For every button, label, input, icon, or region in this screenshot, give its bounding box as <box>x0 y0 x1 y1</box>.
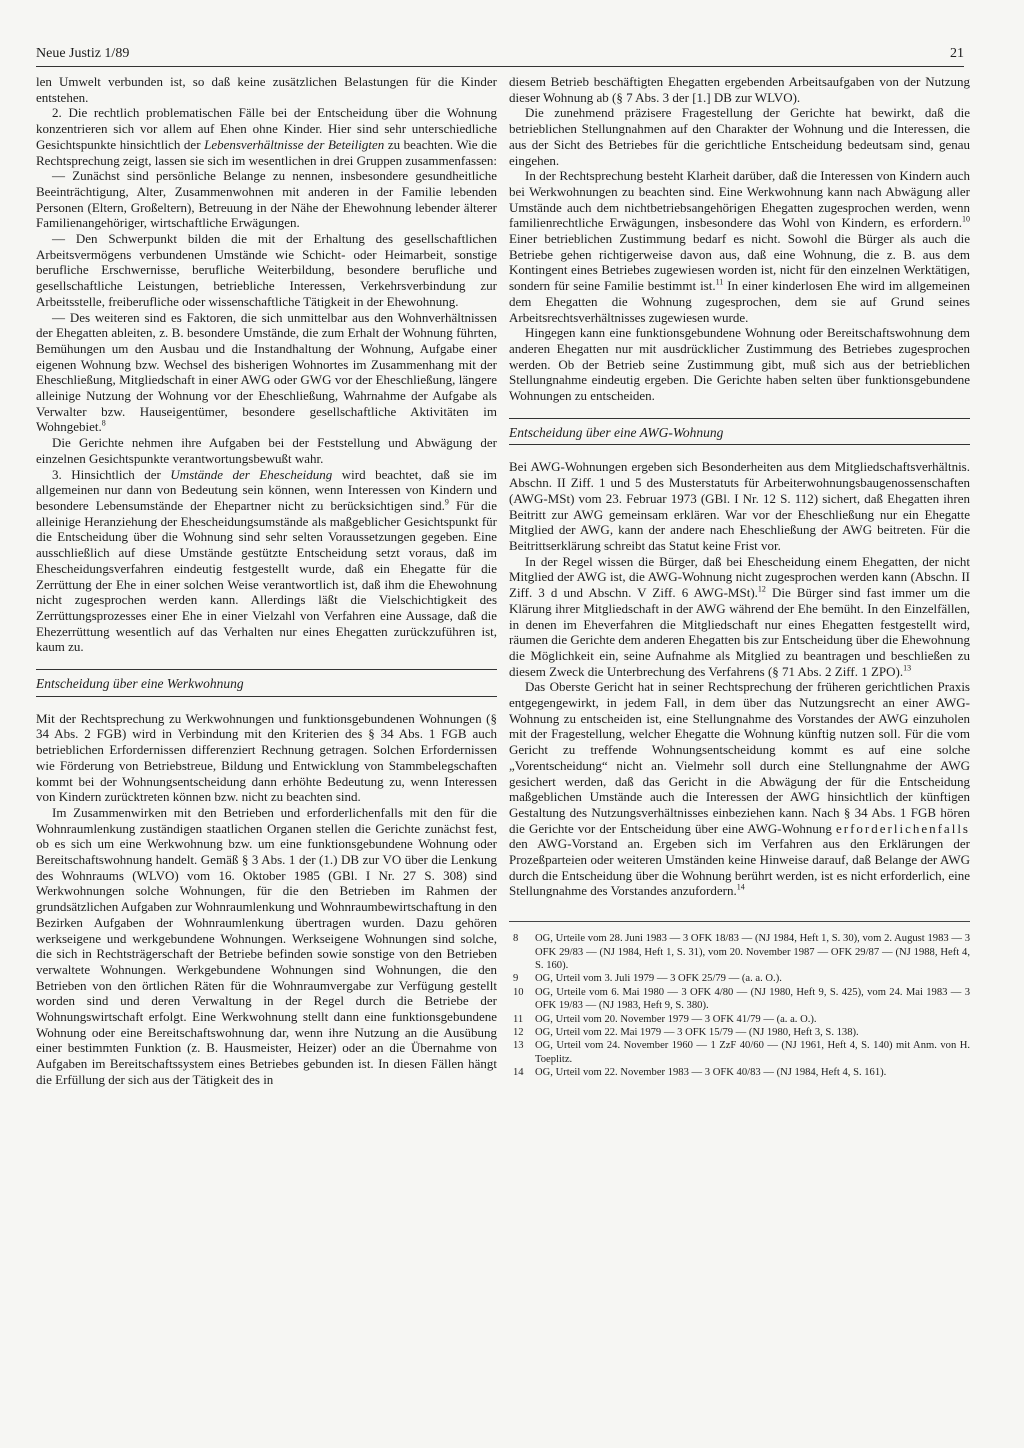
footnote-ref: 9 <box>444 497 449 507</box>
list-item: — Des weiteren sind es Faktoren, die sich unmittelbar aus den Wohnverhältnissen der Ehegatten ableiten, z. B. besondere Umstände, die zum Erhalt der Wohnung führten, Bemühungen um den Ausbau und die Instandhaltung der Wohnung, Aufgabe einer eigenen Wohnung bzw. Wechsel des bisherigen Wohnortes im Zusammenhang mit der Eheschließung, Mitgliedschaft in einer AWG oder GWG vor der Eheschließung, längere alleinige Nutzung der Wohnung vor der Eheschließung, Wahrnahme der Aufgabe als Verwalter bzw. Hauseigentümer, besondere gesellschaftliche Aktivitäten im Wohngebiet.$^8$ <box>36 309 497 435</box>
section-heading: Entscheidung über eine AWG-Wohnung <box>509 418 970 446</box>
paragraph: In der Rechtsprechung besteht Klarheit darüber, daß die Interessen von Kindern auch bei Werkwohnungen zu beachten sind. Eine Werkwohnung kann nach Abwägung aller Umstände auch dem nichtbetriebsangehörigen Ehegatten zugesprochen werden, wenn familienrechtliche Erwägungen, insbesondere das Wohl von Kindern, es erfordern.$^{10}$ Einer betrieblichen Zustimmung bedarf es nicht. Sowohl die Bürger als auch die Betriebe gehen richtigerweise davon aus, daß eine Wohnung, die z. B. aus dem Kontingent eines Betriebes zugewiesen worden ist, nicht für den einzelnen Werktätigen, sondern für seine Familie bestimmt ist.$^{11}$ In einer kinderlosen Ehe wird im allgemeinen dem Ehegatten die Wohnung zugesprochen, dem sie auf Grund seines Arbeitsrechtsverhältnisses zugewiesen wurde. <box>509 168 970 325</box>
footnote: 9 OG, Urteil vom 3. Juli 1979 — 3 OFK 25/79 — (a. a. O.). <box>513 973 782 985</box>
paragraph: In der Regel wissen die Bürger, daß bei Ehescheidung einem Ehegatten, der nicht Mitglied der AWG ist, die AWG-Wohnung nicht zugesprochen werden kann (Abschn. II Ziff. 3 d und Abschn. V Ziff. 6 AWG-MSt).$^{12}$ Die Bürger sind fast immer um die Klärung ihrer Mitgliedschaft in der AWG während der Ehe bemüht. In den Einzelfällen, in denen im Eheverfahren die Mitgliedschaft nur eines Ehegatten festgestellt wird, räumen die Gerichte dem anderen Ehegatten bis zur Entscheidung über die Ehewohnung die Möglichkeit ein, seine Aufnahme als Mitglied zu beantragen und beschließen zu diesem Zweck die Unterbrechung des Verfahrens (§ 71 Abs. 2 Ziff. 1 ZPO).$^{13}$ <box>509 553 971 679</box>
paragraph: 2. Die rechtlich problematischen Fälle bei der Entscheidung über die Wohnung konzentrieren sich vor allem auf Ehen ohne Kinder. Hier sind sehr unterschiedliche Gesichtspunkte hinsichtlich der Lebensverhältnisse der Beteiligten zu beachten. Wie die Rechtsprechung zeigt, lassen sie sich im wesentlichen in drei Gruppen zusammenfassen: <box>36 105 498 168</box>
footnote-ref: 14 <box>736 883 745 893</box>
footnote-ref: 10 <box>962 215 970 224</box>
footnote-ref: 11 <box>715 277 724 287</box>
list-item: — Den Schwerpunkt bilden die mit der Erhaltung des gesellschaftlichen Arbeitsvermögens verbundenen Umstände wie Schicht- oder Heimarbeit, sonstige berufliche Erschwernisse, berufliche Weiterbildung, besondere berufliche und gesellschaftliche Leistungen, betriebliche Interessen, Verkehrsverbindung zur Arbeitsstelle, freiberufliche oder wissenschaftliche Tätigkeit in der Ehewohnung. <box>36 231 497 309</box>
footnote: 11 OG, Urteil vom 20. November 1979 — 3 OFK 41/79 — (a. a. O.). <box>513 1013 817 1025</box>
paragraph: Im Zusammenwirken mit den Betrieben und erforderlichenfalls mit den für die Wohnraumlenkung zuständigen staatlichen Organen stellen die Gerichte zunächst fest, ob es sich um eine Werkwohnung bzw. um eine funktionsgebundene Wohnung oder Bereitschaftswohnung handelt. Gemäß § 3 Abs. 1 der (1.) DB zur VO über die Lenkung des Wohnraums (WLVO) vom 16. Oktober 1985 (GBl. I Nr. 27 S. 308) sind Werkwohnungen solche Wohnungen, für die den Betrieben im Rahmen der grundsätzlichen Aufgaben zur Wohnraumlenkung und Wohnraumbewirtschaftung in den Bezirken Aufgaben der Wohnraumlenkung übertragen wurden. Dazu gehören werkseigene und werkgebundene Wohnungen. Werkseigene Wohnungen sind solche, die sich in Rechtsträgerschaft der Betriebe befinden sowie sonstige von den Betrieben verwaltete Wohnungen. Werkgebundene Wohnungen sind Wohnungen, die den Betrieben von den örtlichen Räten für die Wohnraumvergabe zur Verfügung gestellt worden sind und deren Verwaltung in der Regel durch die Betriebe der Wohnungswirtschaft erfolgt. Eine Werkwohnung stellt dann eine funktionsgebundene Wohnung oder eine Bereitschaftswohnung dar, wenn ihre Nutzung an die Ausübung einer bestimmten Funktion (z. B. Hausmeister, Heizer) oder an die Übernahme von Aufgaben im Bereitschaftssystem eines Betriebes gebunden ist. In diesen Fällen hängt die Erfüllung der sich aus der Tätigkeit des in <box>36 804 497 1087</box>
list-item: — Zunächst sind persönliche Belange zu nennen, insbesondere gesundheitliche Beeinträchtigung, Alter, Zusammenwohnen mit anderen in der Familie lebenden Personen (Eltern, Großeltern), Betreuung in der Nähe der Ehewohnung lebender älterer Familienangehöriger, wirtschaftliche Erwägungen. <box>36 168 497 231</box>
paragraph: Hingegen kann eine funktionsgebundene Wohnung oder Bereitschaftswohnung dem anderen Ehegatten nur mit ausdrücklicher Zustimmung des Betriebes zugesprochen werden. Ob der Betrieb seine Zustimmung gibt, muß sich aus der betrieblichen Stellungnahme eindeutig ergeben. Die Gerichte haben selten über funktionsgebundene Wohnungen zu entscheiden. <box>509 325 970 404</box>
footnote: 13 OG, Urteil vom 24. November 1960 — 1 ZzF 40/60 — (NJ 1961, Heft 4, S. 140) mit Anm. von H. Toeplitz. <box>513 1040 970 1065</box>
paragraph: Die Gerichte nehmen ihre Aufgaben bei der Feststellung und Abwägung der einzelnen Gesichtspunkte verantwortungsbewußt wahr. <box>36 435 497 466</box>
footnotes <box>509 932 970 1079</box>
footnote: 14 OG, Urteil vom 22. November 1983 — 3 OFK 40/83 — (NJ 1984, Heft 4, S. 161). <box>513 1067 887 1079</box>
footnote: 12 OG, Urteil vom 22. Mai 1979 — 3 OFK 15/79 — (NJ 1980, Heft 3, S. 138). <box>513 1027 859 1038</box>
page-number: 21 <box>950 46 964 61</box>
paragraph: Mit der Rechtsprechung zu Werkwohnungen und funktionsgebundenen Wohnungen (§ 34 Abs. 2 FGB) wird in Verbindung mit den Kriterien des § 34 Abs. 1 FGB auch betrieblichen Erfordernissen differenziert Rechnung getragen. Solchen Erfordernissen wie Förderung von Betriebstreue, Bildung und Entwicklung von Stammbelegschaften kommt bei der Wohnungsentscheidung dann erhöhte Bedeutung zu, wenn Interessen von Kindern zurücktreten können bzw. nicht zu beachten sind. <box>36 710 497 805</box>
paragraph: diesem Betrieb beschäftigten Ehegatten ergebenden Arbeitsaufgaben von der Nutzung dieser Wohnung ab (§ 7 Abs. 3 der [1.] DB zur WLVO). <box>509 74 970 105</box>
footnote-rule <box>509 921 970 922</box>
paragraph: Bei AWG-Wohnungen ergeben sich Besonderheiten aus dem Mitgliedschaftsverhältnis. Abschn. II Ziff. 1 und 5 des Musterstatuts für Arbeiterwohnungsbaugenossenschaften (AWG-MSt) vom 23. Februar 1973 (GBl. I Nr. 12 S. 112) sichert, daß Ehegatten ihren Beitritt zur AWG gemeinsam erklären. War vor der Eheschließung nur ein Ehegatte Mitglied der AWG, kann der andere nach Eheschließung der AWG beitreten. Für die Beitrittserklärung schreibt das Statut keine Frist vor. <box>509 459 970 553</box>
right-column <box>509 74 970 1080</box>
footnote-ref: 12 <box>757 584 766 594</box>
footnote-ref: 8 <box>101 419 106 429</box>
left-column <box>36 74 497 1088</box>
header-rule <box>36 66 964 67</box>
journal-title: Neue Justiz 1/89 <box>36 46 130 61</box>
footnote: 8 OG, Urteile vom 28. Juni 1983 — 3 OFK 18/83 — (NJ 1984, Heft 1, S. 30), vom 2. August 1983 — 3 OFK 29/83 — (NJ 1984, Heft 1, S. 31), vom 20. November 1987 — OFK 29/87 — (NJ 1988, Heft 4, S. 160). <box>513 933 970 971</box>
footnote-ref: 13 <box>903 663 912 673</box>
paragraph: len Umwelt verbunden ist, so daß keine zusätzlichen Belastungen für die Kinder entstehen. <box>36 74 497 105</box>
page-header <box>36 46 964 66</box>
paragraph: Die zunehmend präzisere Fragestellung der Gerichte hat bewirkt, daß die betrieblichen Stellungnahmen auf den Charakter der Wohnung und die Interessen, die aus der Sicht des Betriebes für die gerichtliche Entscheidung bedeutsam sind, genau eingehen. <box>509 105 970 168</box>
paragraph: 3. Hinsichtlich der Umstände der Ehescheidung wird beachtet, daß sie im allgemeinen nur dann von Bedeutung sein können, wenn Interessen von Kindern und besondere Lebensumstände der Ehepartner nicht zu berücksichtigen sind.$^9$ Für die alleinige Heranziehung der Ehescheidungsumstände als maßgeblicher Gesichtspunkt für die Entscheidung über die Wohnung sind sehr selten Voraussetzungen gegeben. Eine ausschließlich auf diese Umstände gestützte Entscheidung setzt voraus, daß im Ehescheidungsverfahren eindeutig festgestellt wurde, daß ein Ehegatte für die Zerrüttung der Ehe in einer solchen Weise verantwortlich ist, daß ihm die Ehewohnung nicht zugesprochen werden kann. Allerdings läßt die Vielschichtigkeit des Zerrüttungsprozesses einer Ehe in einer Vielzahl von Verfahren eine Aussage, daß die Ehezerrüttung wesentlich auf das Verhalten nur eines Ehegatten zurückzuführen ist, kaum zu. <box>36 466 497 655</box>
paragraph: Das Oberste Gericht hat in seiner Rechtsprechung der früheren gerichtlichen Praxis entgegengewirkt, in jedem Fall, in dem über das Nutzungsrecht an einer AWG-Wohnung zu entscheiden ist, eine Stellungnahme des Vorstandes der AWG einzuholen mit der Fragestellung, welcher Ehegatte die Wohnung künftig nutzen soll. Für die vom Gericht zu treffende Wohnungsentscheidung kommt es auf eine solche „Vorentscheidung“ nicht an. Vielmehr soll durch eine Stellungnahme der AWG gesichert werden, daß das Gericht in die Abwägung der für die Entscheidung maßgeblichen Umstände auch die Interessen der AWG hinsichtlich der künftigen Gestaltung des Nutzungsverhältnisses einbeziehen kann. Nach § 34 Abs. 1 FGB hören die Gerichte vor der Entscheidung über eine AWG-Wohnung erforderlichenfalls den AWG-Vorstand an. Ergeben sich im Verfahren aus den Erklärungen der Prozeßparteien oder weiteren Umständen keine Hinweise darauf, daß Belange der AWG durch die Entscheidung über die Wohnung berührt werden, ist es nicht erforderlich, eine Stellungnahme des Vorstandes anzufordern.$^{14}$ <box>509 679 970 899</box>
section-heading: Entscheidung über eine Werkwohnung <box>36 669 497 697</box>
footnote: 10 OG, Urteile vom 6. Mai 1980 — 3 OFK 4/80 — (NJ 1980, Heft 9, S. 425), vom 24. Mai 1983 — 3 OFK 19/83 — (NJ 1983, Heft 9, S. 380). <box>513 986 970 1012</box>
